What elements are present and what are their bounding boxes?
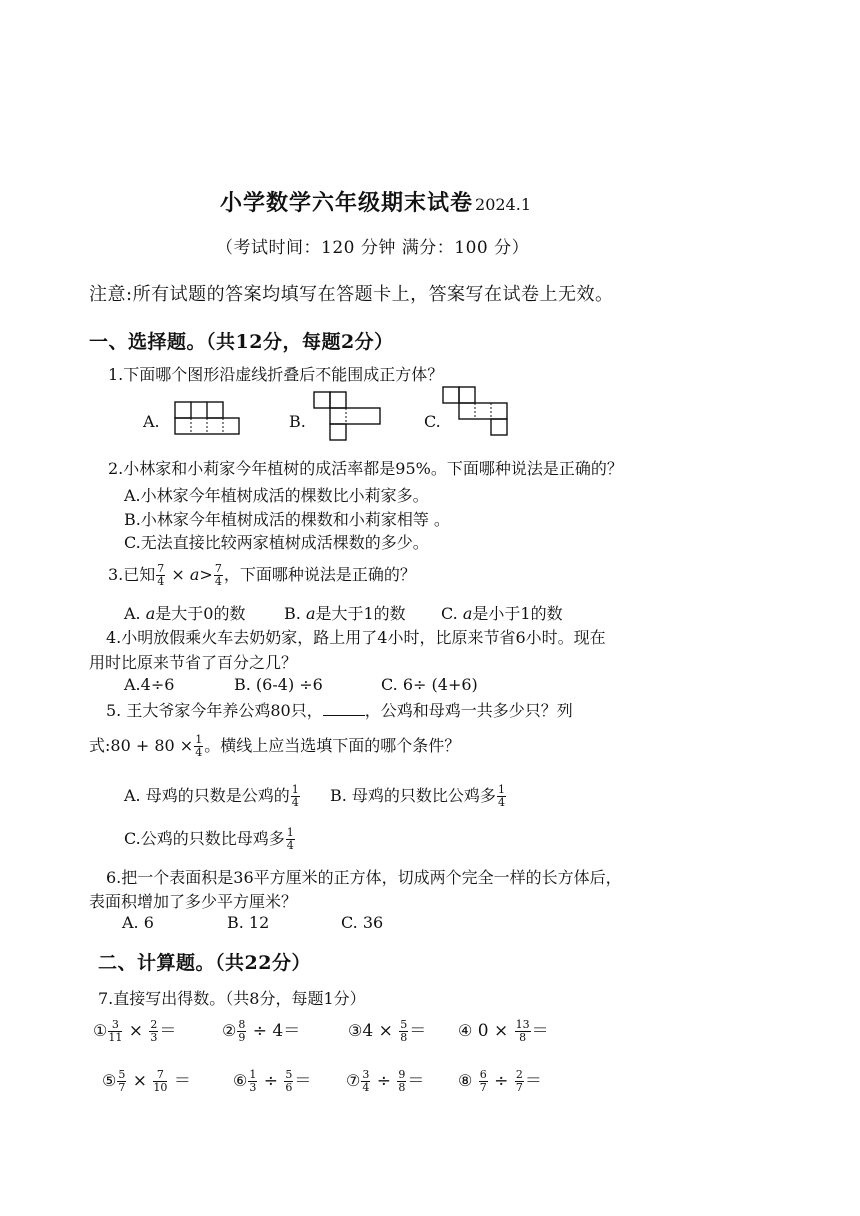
calc-item-8-a-denominator: 7: [479, 1081, 487, 1094]
q3-times: ×: [171, 565, 185, 584]
calc-item-3-b-denominator: 8: [400, 1031, 408, 1044]
q5-option-b-denominator: 4: [497, 796, 505, 809]
q3-gt: >: [199, 565, 213, 584]
calc-item-5-a-numerator: 5: [118, 1068, 126, 1081]
calc-item-7-mark: ⑦: [346, 1071, 361, 1090]
q5-line1-b: ，公鸡和母鸡一共多少只？列: [364, 701, 573, 720]
calc-item-6: [233, 1066, 311, 1094]
q5-option-b-numerator: 1: [497, 783, 505, 796]
q5-option-a: [124, 783, 301, 809]
q5-option-a-denominator: 4: [291, 796, 299, 809]
calc-item-8-fraction-b: [515, 1069, 524, 1094]
q3-option-b: [284, 601, 406, 624]
q5-option-c: [124, 826, 296, 852]
q6-option-a: A. 6: [122, 913, 154, 932]
q5-option-b-fraction: [497, 784, 506, 809]
calc-item-2-op: ÷ 4: [252, 1021, 284, 1041]
calc-item-1-fraction-b: [149, 1019, 158, 1044]
exam-info: （考试时间：120 分钟 满分：100 分）: [216, 238, 530, 258]
q3-option-c: [441, 601, 563, 624]
calc-item-6-op: ÷: [263, 1071, 278, 1091]
calc-item-5-fraction-a: [117, 1069, 126, 1094]
q3-option-b-var: a: [305, 604, 316, 623]
q3-variable: a: [189, 565, 200, 584]
q5-answer-blank: [323, 701, 365, 716]
q3-prefix: 3.已知: [108, 565, 156, 584]
calc-item-5-b-denominator: 10: [153, 1081, 168, 1094]
calc-item-5-mark: ⑤: [102, 1071, 117, 1090]
calc-item-2-eq: ＝: [283, 1021, 301, 1041]
calc-item-3-eq: ＝: [409, 1021, 427, 1041]
q3-option-b-text: 是大于1的数: [315, 604, 406, 623]
q3-option-c-text: 是小于1的数: [472, 604, 563, 623]
calc-item-2: [222, 1016, 300, 1044]
title-text: 小学数学六年级期末试卷: [220, 190, 474, 216]
q5-option-c-fraction: [286, 827, 295, 852]
calc-item-1-a-numerator: 3: [108, 1019, 122, 1032]
calc-item-5-a-denominator: 7: [118, 1081, 126, 1094]
calc-item-1-fraction-a: [108, 1019, 122, 1044]
q5-option-a-numerator: 1: [291, 783, 299, 796]
calc-item-7-eq: ＝: [407, 1071, 425, 1091]
page-title: [220, 186, 531, 217]
q5-text-line2: [89, 733, 460, 759]
calc-item-3-mark: ③: [348, 1021, 363, 1040]
q5-line2-a: 式:80 + 80 ×: [89, 736, 194, 755]
q3-f2-denominator: 4: [214, 575, 222, 588]
calc-item-1-op: ×: [128, 1021, 143, 1041]
calc-item-1: [93, 1016, 176, 1044]
calc-item-6-b-numerator: 5: [285, 1068, 293, 1081]
calc-item-4-mark: ④: [458, 1021, 473, 1040]
q3-f1-denominator: 4: [157, 575, 165, 588]
q4-text-line1: 4.小明放假乘火车去奶奶家，路上用了4小时，比原来节省6小时。现在: [106, 628, 606, 647]
calc-item-5-eq: ＝: [173, 1071, 191, 1091]
q4-text-line2: 用时比原来节省了百分之几？: [89, 653, 298, 672]
q6-option-b: B. 12: [227, 913, 270, 932]
q5-option-c-text: C.公鸡的只数比母鸡多: [124, 829, 285, 848]
calc-item-1-a-denominator: 11: [108, 1031, 123, 1044]
calc-item-8-fraction-a: [479, 1069, 488, 1094]
calc-item-5-fraction-b: [153, 1069, 167, 1094]
q3-fraction-2: [214, 563, 223, 588]
q1-net-a-figure: [174, 401, 244, 437]
calc-item-4-b-numerator: 13: [515, 1018, 530, 1031]
calc-item-5-op: ×: [132, 1071, 147, 1091]
q3-option-b-prefix: B.: [284, 604, 301, 623]
q5-f-numerator: 1: [195, 733, 203, 746]
calc-item-5: [102, 1066, 191, 1094]
q1-option-c-label: C.: [424, 412, 441, 431]
calc-item-7-a-denominator: 4: [362, 1081, 370, 1094]
calc-item-6-a-numerator: 1: [249, 1068, 257, 1081]
q6-text-line2: 表面积增加了多少平方厘米？: [89, 892, 298, 911]
q3-option-a-var: a: [145, 604, 156, 623]
calc-item-7-b-numerator: 9: [398, 1068, 406, 1081]
calc-item-7-fraction-a: [361, 1069, 370, 1094]
calc-item-8-eq: ＝: [524, 1071, 542, 1091]
calc-item-2-fraction-a: [237, 1019, 246, 1044]
q2-text: 2.小林家和小莉家今年植树的成活率都是95%。下面哪种说法是正确的？: [108, 459, 623, 478]
notice-text: 注意:所有试题的答案均填写在答题卡上，答案写在试卷上无效。: [89, 284, 614, 305]
section1-heading: 一、选择题。（共12分，每题2分）: [89, 331, 394, 353]
q5-option-a-fraction: [291, 784, 300, 809]
q5-f-denominator: 4: [195, 746, 203, 759]
q4-option-a: A.4÷6: [124, 675, 175, 694]
q5-formula-fraction: [194, 734, 203, 759]
q2-option-b: B.小林家今年植树成活的棵数和小莉家相等 。: [124, 510, 450, 529]
calc-item-2-a-numerator: 8: [238, 1018, 246, 1031]
q6-option-c: C. 36: [341, 913, 384, 932]
q5-option-c-numerator: 1: [286, 826, 294, 839]
q1-option-b-label: B.: [289, 412, 306, 431]
calc-item-2-a-denominator: 9: [238, 1031, 246, 1044]
calc-item-6-b-denominator: 6: [285, 1081, 293, 1094]
q6-text-line1: 6.把一个表面积是36平方厘米的正方体，切成两个完全一样的长方体后，: [106, 868, 622, 887]
q3-option-a: [124, 601, 245, 624]
q4-option-c: C. 6÷ (4+6): [381, 675, 478, 694]
calc-item-6-fraction-b: [284, 1069, 293, 1094]
q4-option-b: B. (6-4) ÷6: [234, 675, 323, 694]
q2-option-c: C.无法直接比较两家植树成活棵数的多少。: [124, 533, 429, 552]
calc-item-8-a-numerator: 6: [479, 1068, 487, 1081]
q3-f2-numerator: 7: [214, 562, 222, 575]
calc-item-7-b-denominator: 8: [398, 1081, 406, 1094]
calc-item-4-b-denominator: 8: [519, 1031, 527, 1044]
calc-item-6-eq: ＝: [294, 1071, 312, 1091]
calc-item-6-mark: ⑥: [233, 1071, 248, 1090]
q3-option-c-prefix: C.: [441, 604, 458, 623]
q5-option-a-text: A. 母鸡的只数是公鸡的: [124, 786, 290, 805]
q5-text-line1: [106, 698, 573, 721]
q7-text: 7.直接写出得数。（共8分，每题1分）: [98, 989, 366, 1008]
calc-item-4-fraction-b: [515, 1019, 531, 1044]
calc-item-8-mark: ⑧: [458, 1071, 473, 1090]
calc-item-1-b-denominator: 3: [150, 1031, 158, 1044]
calc-item-7-op: ÷: [376, 1071, 391, 1091]
calc-item-6-fraction-a: [248, 1069, 257, 1094]
calc-item-3-lead: 4 ×: [362, 1021, 393, 1041]
calc-item-8-b-numerator: 2: [515, 1068, 523, 1081]
q1-option-a-label: A.: [143, 412, 160, 431]
title-year: 2024.1: [475, 195, 531, 214]
calc-item-7: [346, 1066, 424, 1094]
q3-fraction-1: [156, 563, 165, 588]
q5-option-c-denominator: 4: [286, 839, 294, 852]
calc-item-4-lead: 0 ×: [477, 1021, 509, 1041]
q3-option-c-var: a: [462, 604, 473, 623]
calc-item-2-mark: ②: [222, 1021, 237, 1040]
q1-net-b-figure: [313, 391, 385, 443]
q5-option-b: [330, 783, 507, 809]
q1-text: 1.下面哪个图形沿虚线折叠后不能围成正方体？: [108, 365, 444, 384]
calc-item-1-eq: ＝: [159, 1021, 177, 1041]
q3-suffix: ，下面哪种说法是正确的？: [223, 565, 416, 584]
calc-item-8: [458, 1066, 542, 1094]
calc-item-8-b-denominator: 7: [515, 1081, 523, 1094]
calc-item-4-eq: ＝: [531, 1021, 549, 1041]
calc-item-5-b-numerator: 7: [153, 1069, 167, 1082]
q3-option-a-prefix: A.: [124, 604, 141, 623]
calc-item-3: [348, 1016, 426, 1044]
calc-item-6-a-denominator: 3: [249, 1081, 257, 1094]
calc-item-7-fraction-b: [397, 1069, 406, 1094]
q5-line1-a: 5. 王大爷家今年养公鸡80只，: [106, 701, 323, 720]
q5-line2-b: 。横线上应当选填下面的哪个条件？: [204, 736, 461, 755]
q3-f1-numerator: 7: [157, 562, 165, 575]
calc-item-8-op: ÷: [494, 1071, 509, 1091]
calc-item-1-mark: ①: [93, 1021, 108, 1040]
calc-item-7-a-numerator: 3: [362, 1068, 370, 1081]
section2-heading: 二、计算题。（共22分）: [98, 952, 311, 974]
calc-item-3-fraction-b: [399, 1019, 408, 1044]
q3-option-a-text: 是大于0的数: [155, 604, 246, 623]
q2-option-a: A.小林家今年植树成活的棵数比小莉家多。: [124, 486, 429, 505]
q3-text: [108, 562, 416, 588]
q5-option-b-text: B. 母鸡的只数比公鸡多: [330, 786, 496, 805]
calc-item-4: [458, 1016, 549, 1044]
calc-item-3-b-numerator: 5: [400, 1018, 408, 1031]
calc-item-1-b-numerator: 2: [150, 1018, 158, 1031]
q1-net-c-figure: [442, 386, 512, 438]
